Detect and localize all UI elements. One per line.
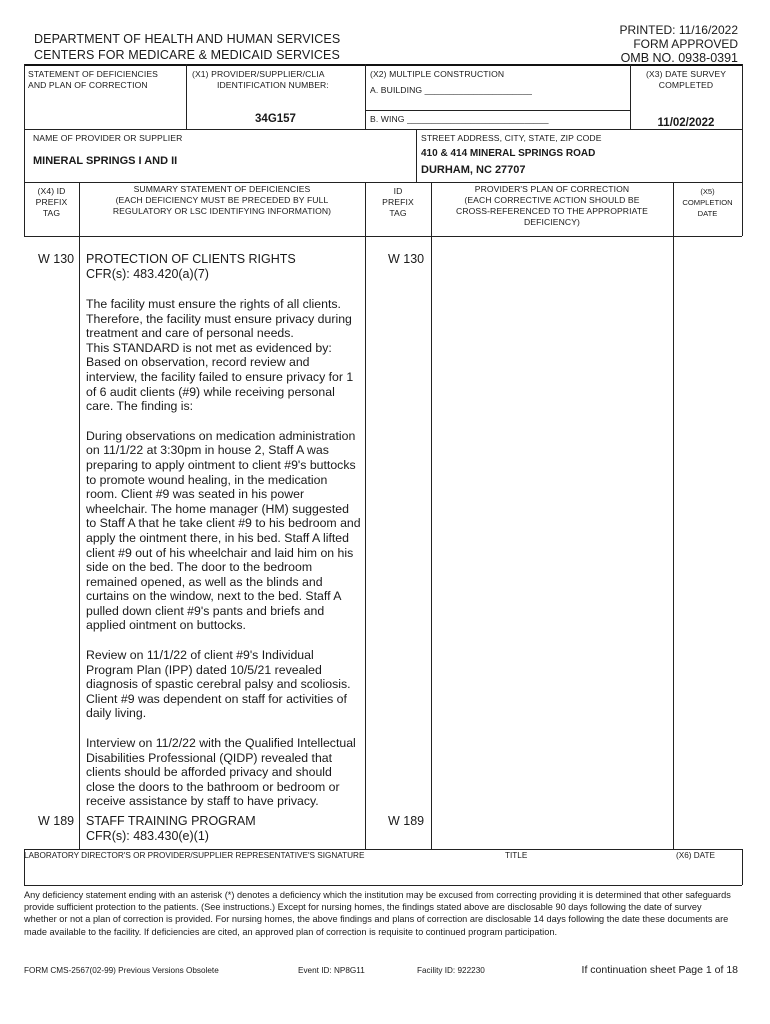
frame-line-2 bbox=[24, 129, 742, 130]
summary-line-3: REGULATORY OR LSC IDENTIFYING INFORMATION) bbox=[112, 206, 332, 216]
x4-line-3: TAG bbox=[42, 208, 61, 218]
id-line-2: PREFIX bbox=[382, 197, 414, 207]
deficiency-prefix-tag: W 130 bbox=[38, 252, 75, 266]
x5-line-3: DATE bbox=[697, 209, 718, 218]
provider-name: MINERAL SPRINGS I AND II bbox=[33, 155, 178, 167]
x5-line-2: COMPLETION bbox=[682, 198, 733, 207]
col-divider-3 bbox=[431, 182, 432, 849]
summary-header bbox=[79, 184, 365, 217]
title-label: TITLE bbox=[505, 851, 528, 860]
disclosure-notice: Any deficiency statement ending with an asterisk (*) denotes a deficiency which the institution may be excused from correcting providing it is determined that other safeguards provide sufficient protection to the patients. (See instructions.) Except for nursing homes, the findings stated above are disclosable 90 days following the date of survey whether or not a plan of correction is provided. For nursing homes, the above findings and plans of correction are disclosable 14 days following the date these documents are made available to the facility. If deficiencies are cited, an approved plan of correction is requisite to continued program participation. bbox=[24, 890, 731, 937]
event-id: Event ID: NP8G11 bbox=[298, 966, 365, 975]
id-line-3: TAG bbox=[389, 208, 407, 218]
narrative-paragraph: Interview on 11/2/22 with the Qualified Intellectual Disabilities Professional (QIDP) revealed that clients should be afforded privacy and should close the doors to the bathroom or bedroom or receive assistance by staff to have privacy. bbox=[86, 736, 356, 809]
deficiency-id-tag: W 130 bbox=[388, 252, 425, 266]
statement-line-2: AND PLAN OF CORRECTION bbox=[28, 80, 148, 90]
id-line-1: ID bbox=[393, 186, 403, 196]
address-label: STREET ADDRESS, CITY, STATE, ZIP CODE bbox=[421, 133, 602, 143]
x3-line-1: (X3) DATE SURVEY bbox=[645, 69, 727, 79]
x4-header bbox=[24, 186, 79, 219]
x1-line-2: IDENTIFICATION NUMBER: bbox=[217, 80, 329, 90]
plan-header bbox=[431, 184, 673, 228]
plan-line-1: PROVIDER'S PLAN OF CORRECTION bbox=[474, 184, 630, 194]
x3-line-2: COMPLETED bbox=[658, 80, 714, 90]
plan-line-2: (EACH CORRECTIVE ACTION SHOULD BE bbox=[464, 195, 640, 205]
frame-right-upper bbox=[742, 64, 743, 236]
sig-right-edge bbox=[742, 849, 743, 885]
frame-line-6 bbox=[24, 885, 742, 886]
col-divider-4 bbox=[673, 182, 674, 849]
summary-line-2: (EACH DEFICIENCY MUST BE PRECEDED BY FULL bbox=[115, 195, 329, 205]
form-approved: FORM APPROVED bbox=[633, 37, 738, 51]
frame-line-3 bbox=[24, 182, 742, 183]
x1-box bbox=[192, 69, 352, 91]
provider-id-number: 34G157 bbox=[255, 113, 296, 125]
date-label: (X6) DATE bbox=[676, 851, 715, 860]
plan-line-3: CROSS-REFERENCED TO THE APPROPRIATE bbox=[456, 206, 648, 216]
print-info bbox=[619, 23, 738, 65]
agency-line-2: CENTERS FOR MEDICARE & MEDICAID SERVICES bbox=[34, 48, 340, 62]
page-number: If continuation sheet Page 1 of 18 bbox=[581, 964, 738, 976]
plan-line-4: DEFICIENCY) bbox=[523, 217, 580, 227]
deficiency-title: STAFF TRAINING PROGRAM bbox=[86, 814, 256, 828]
deficiency-prefix-tag: W 189 bbox=[38, 814, 75, 828]
x4-line-2: PREFIX bbox=[35, 197, 68, 207]
narrative-paragraph: The facility must ensure the rights of all clients. Therefore, the facility must ensure privacy during treatment and care of personal needs. This STANDARD is not met as evidenced by: Based on observation, record review and interview, the facility failed to ensure privacy for 1 of 6 audit clients (#9) while receiving personal care. The finding is: bbox=[86, 297, 354, 414]
frame-line-4 bbox=[24, 236, 742, 237]
divider-address bbox=[416, 129, 417, 182]
address-line-2: DURHAM, NC 27707 bbox=[421, 164, 526, 176]
x2-title: (X2) MULTIPLE CONSTRUCTION bbox=[370, 69, 505, 79]
narrative-paragraph: During observations on medication administration on 11/1/22 at 3:30pm in house 2, Staff A was preparing to apply ointment to client #9's buttocks to promote wound healing, in the medication room. Client #9 was seated in his power wheelchair. The home manager (HM) suggested to Staff A that he take client #9 to his bedroom and apply the ointment there, in his bed. Staff A lifted client #9 out of his wheelchair and laid him on his side on the bed. The door to the bedroom remained opened, as well as the blinds and curtains on the window, next to the bed. Staff A pulled down client #9's pants and briefs and applied ointment on buttocks. bbox=[86, 428, 361, 633]
deficiency-title: PROTECTION OF CLIENTS RIGHTS bbox=[86, 252, 296, 266]
frame-top-line bbox=[24, 64, 742, 66]
id-prefix-header bbox=[365, 186, 431, 219]
x2-building: A. BUILDING ______________________ bbox=[370, 85, 533, 95]
omb-number: OMB NO. 0938-0391 bbox=[620, 51, 738, 65]
address-line-1: 410 & 414 MINERAL SPRINGS ROAD bbox=[421, 148, 596, 159]
survey-completed-date: 11/02/2022 bbox=[657, 117, 715, 129]
printed-date: PRINTED: 11/16/2022 bbox=[619, 23, 738, 37]
divider-wing bbox=[365, 110, 630, 111]
deficiency-narrative bbox=[86, 297, 362, 809]
x5-header bbox=[673, 186, 742, 219]
deficiency-cfr: CFR(s): 483.420(a)(7) bbox=[86, 267, 209, 281]
x3-box bbox=[630, 69, 742, 91]
divider-x2 bbox=[365, 64, 366, 129]
provider-name-label: NAME OF PROVIDER OR SUPPLIER bbox=[33, 133, 183, 143]
agency-line-1: DEPARTMENT OF HEALTH AND HUMAN SERVICES bbox=[34, 32, 341, 46]
statement-line-1: STATEMENT OF DEFICIENCIES bbox=[28, 69, 158, 79]
agency-header bbox=[34, 31, 340, 63]
frame-line-5 bbox=[24, 849, 742, 850]
col-divider-1 bbox=[79, 182, 80, 849]
x4-line-1: (X4) ID bbox=[37, 186, 66, 196]
signature-label: LABORATORY DIRECTOR'S OR PROVIDER/SUPPLIER REPRESENTATIVE'S SIGNATURE bbox=[24, 851, 365, 860]
statement-box bbox=[28, 69, 158, 91]
facility-id: Facility ID: 922230 bbox=[417, 966, 485, 975]
form-number: FORM CMS-2567(02-99) Previous Versions Obsolete bbox=[24, 966, 219, 975]
narrative-paragraph: Review on 11/1/22 of client #9's Individual Program Plan (IPP) dated 10/5/21 revealed diagnosis of spastic cerebral palsy and scoliosis. Client #9 was dependent on staff for activities of daily living. bbox=[86, 648, 351, 721]
x2-wing: B. WING _____________________________ bbox=[370, 114, 549, 124]
x1-line-1: (X1) PROVIDER/SUPPLIER/CLIA bbox=[192, 69, 325, 79]
deficiency-cfr: CFR(s): 483.430(e)(1) bbox=[86, 829, 209, 843]
x5-line-1: (X5) bbox=[700, 187, 715, 196]
summary-line-1: SUMMARY STATEMENT OF DEFICIENCIES bbox=[133, 184, 311, 194]
col-divider-2 bbox=[365, 182, 366, 849]
deficiency-id-tag: W 189 bbox=[388, 814, 425, 828]
